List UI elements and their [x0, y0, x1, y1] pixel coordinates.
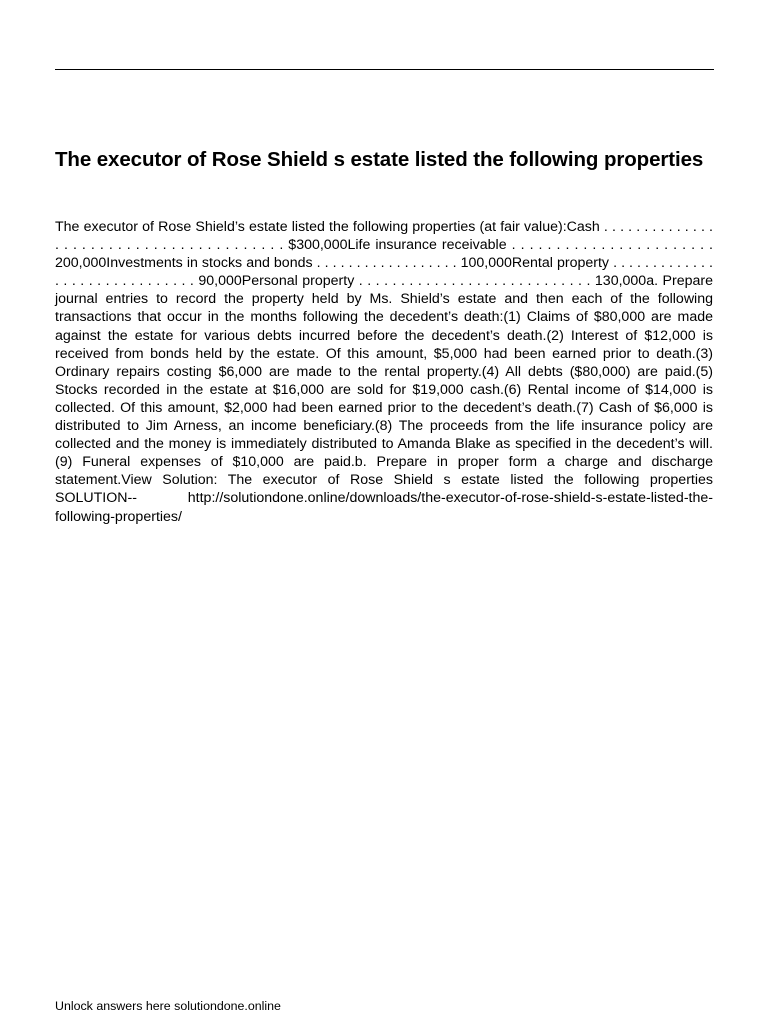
footer-text: Unlock answers here solutiondone.online: [55, 999, 281, 1013]
body-text: The executor of Rose Shield’s estate listed the following properties (at fair value):Cash . . . . . . . . . . . . . . . . . . . . . . . . . . . . . . . . . . . . . . . . $300,000Life insurance receivable . . . . . . . . . . . . . . . . . . . . . . . 200,000Investments in stocks and bonds . . . . . . . . . . . . . . . . . . 100,000Rental property . . . . . . . . . . . . . . . . . . . . . . . . . . . . . . 90,000Personal property . . . . . . . . . . . . . . . . . . . . . . . . . . . . 130,000a. Prepare journal entries to record the property held by Ms. Shield’s estate and then each of the following transactions that occur in the months following the decedent’s death:(1) Claims of $80,000 are made against the estate for various debts incurred before the decedent’s death.(2) Interest of $12,000 is received from bonds held by the estate. Of this amount, $5,000 had been earned prior to death.(3) Ordinary repairs costing $6,000 are made to the rental property.(4) All debts ($80,000) are paid.(5) Stocks recorded in the estate at $16,000 are sold for $19,000 cash.(6) Rental income of $14,000 is collected. Of this amount, $2,000 had been earned prior to the decedent’s death.(7) Cash of $6,000 is distributed to Jim Arness, an income beneficiary.(8) The proceeds from the life insurance policy are collected and the money is immediately distributed to Amanda Blake as specified in the decedent’s will.(9) Funeral expenses of $10,000 are paid.b. Prepare in proper form a charge and discharge statement.View Solution: The executor of Rose Shield s estate listed the following properties SOLUTION-- http://solutiondone.online/downloads/the-executor-of-rose-shield-s-estate-listed-the-following-properties/: [55, 219, 713, 525]
page-title: The executor of Rose Shield s estate listed the following properties: [55, 148, 704, 171]
header-divider: [55, 69, 714, 70]
